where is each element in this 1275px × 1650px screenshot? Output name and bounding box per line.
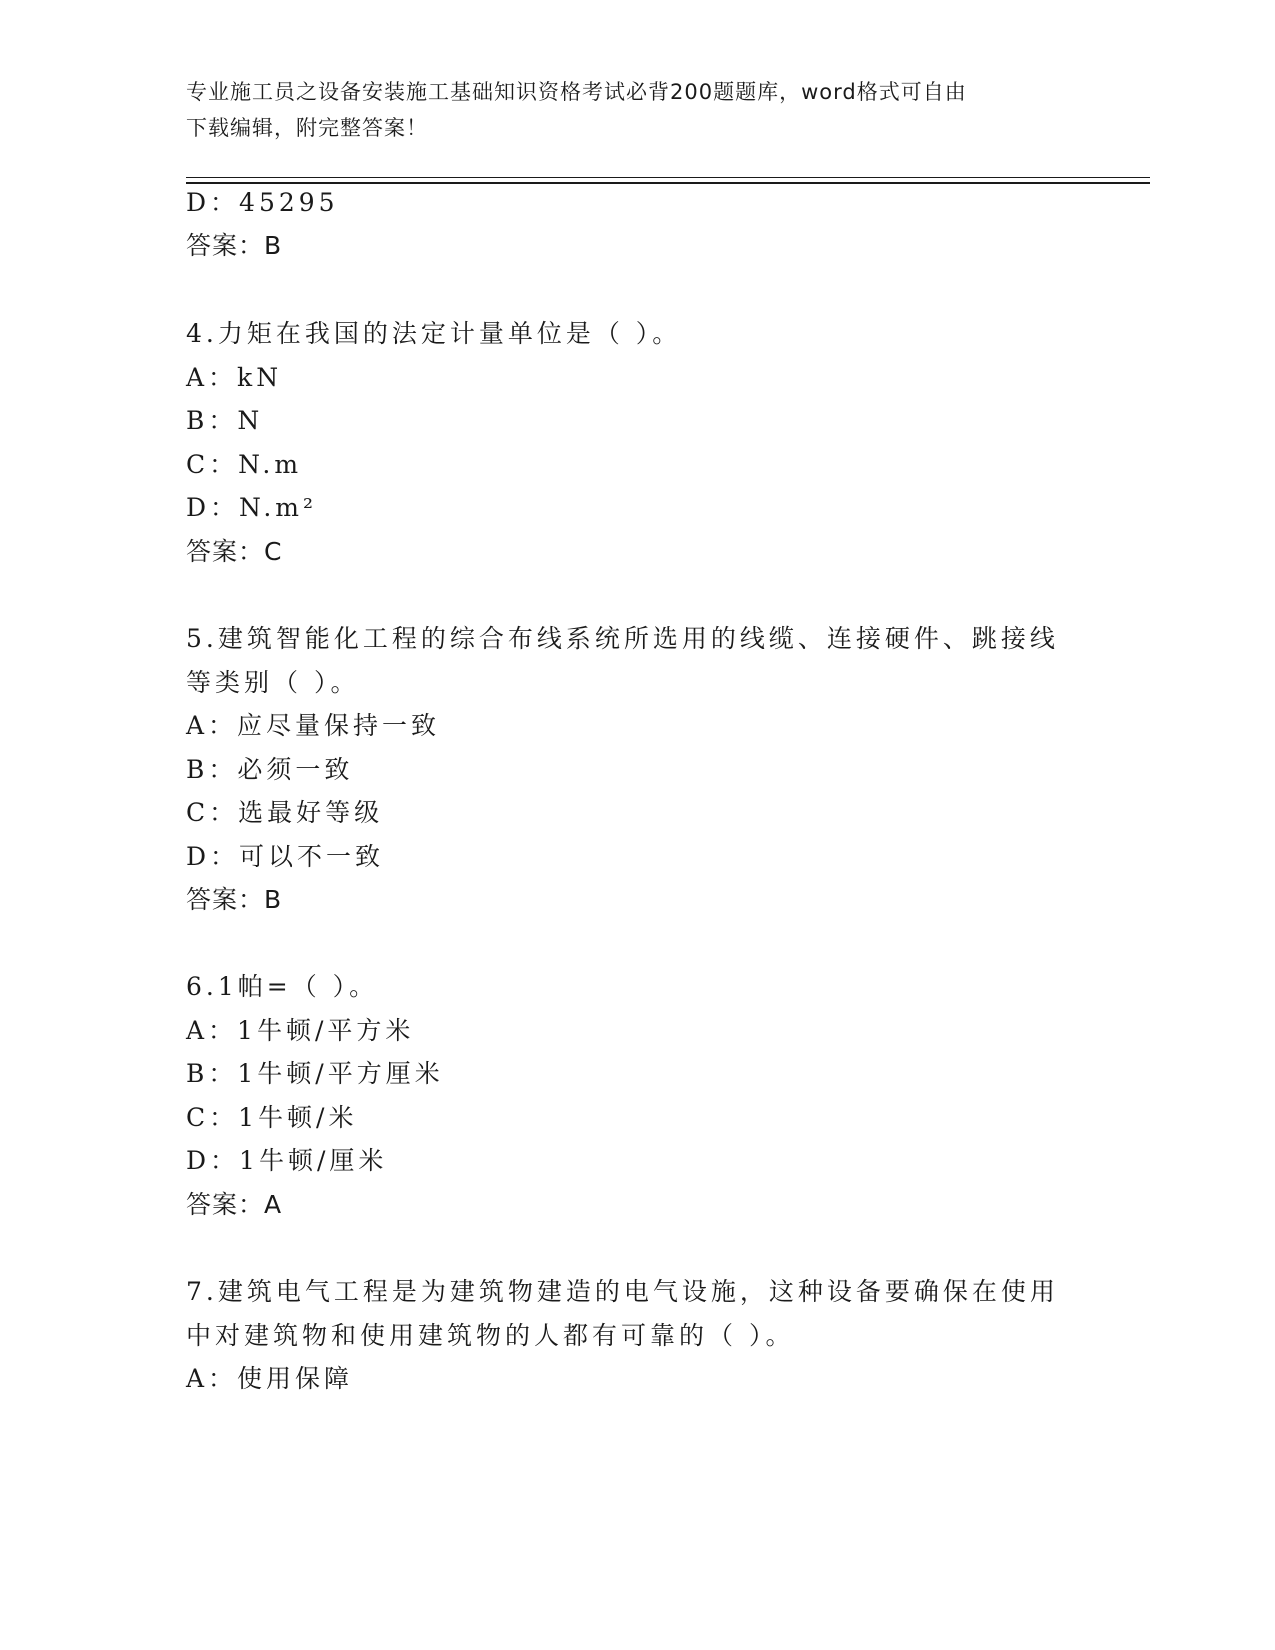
header-title-line-1: 专业施工员之设备安装施工基础知识资格考试必背200题题库，word格式可自由 [186, 80, 967, 104]
q7-option-a: A：使用保障 [186, 1364, 354, 1393]
q5-answer: 答案：B [186, 885, 283, 914]
q5-option-c: C：选最好等级 [186, 798, 384, 827]
q4-option-a: A：kN [186, 363, 283, 392]
document-header [186, 74, 1066, 146]
header-title-line-2: 下载编辑，附完整答案！ [186, 116, 428, 140]
q6-option-d: D：1牛顿/厘米 [186, 1146, 388, 1175]
q6-stem: 6.1帕=（ ）。 [186, 972, 379, 1001]
q5-option-d: D：可以不一致 [186, 842, 385, 871]
q3-option-d: D：45295 [186, 188, 339, 217]
header-divider-thick [186, 182, 1150, 184]
q6-option-c: C：1牛顿/米 [186, 1103, 358, 1132]
q6-option-b: B：1牛顿/平方厘米 [186, 1059, 444, 1088]
q6-option-a: A：1牛顿/平方米 [186, 1016, 415, 1045]
q4-stem: 4.力矩在我国的法定计量单位是（ ）。 [186, 319, 682, 348]
q3-answer: 答案：B [186, 231, 283, 260]
q6-answer: 答案：A [186, 1190, 283, 1219]
q7-stem-line-1: 7.建筑电气工程是为建筑物建造的电气设施，这种设备要确保在使用 [186, 1277, 1059, 1306]
q5-option-b: B：必须一致 [186, 755, 354, 784]
q5-stem-line-2: 等类别（ ）。 [186, 668, 360, 697]
q5-stem-line-1: 5.建筑智能化工程的综合布线系统所选用的线缆、连接硬件、跳接线 [186, 624, 1059, 653]
q4-option-d: D：N.m² [186, 493, 317, 522]
header-divider-thin [186, 177, 1150, 178]
q4-option-c: C：N.m [186, 450, 303, 479]
q5-option-a: A：应尽量保持一致 [186, 711, 441, 740]
q4-option-b: B：N [186, 406, 264, 435]
q7-stem-line-2: 中对建筑物和使用建筑物的人都有可靠的（ ）。 [186, 1321, 795, 1350]
q4-answer: 答案：C [186, 537, 283, 566]
